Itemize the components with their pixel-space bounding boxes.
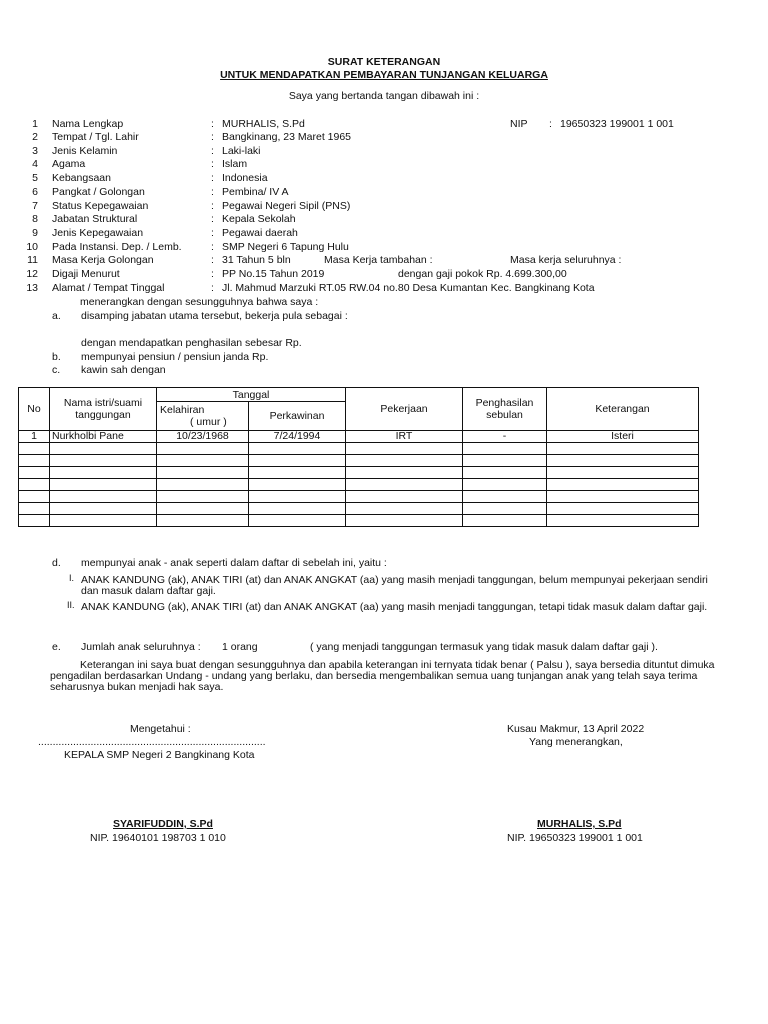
field-label: Pangkat / Golongan [52, 186, 145, 198]
place-date: Kusau Makmur, 13 April 2022 [507, 723, 645, 735]
field-label: Jenis Kepegawaian [52, 227, 144, 239]
cell-pekerjaan [346, 479, 463, 491]
document-subtitle: UNTUK MENDAPATKAN PEMBAYARAN TUNJANGAN KELUARGA [220, 69, 548, 81]
cell-kelahiran [157, 503, 249, 515]
field-label: Status Kepegawaian [52, 200, 149, 212]
statement-lead: menerangkan dengan sesungguhnya bahwa saya : [80, 296, 319, 308]
cell-perkawinan [249, 479, 346, 491]
cell-name [50, 479, 157, 491]
cell-keterangan [547, 455, 699, 467]
masa-kerja-seluruhnya: Masa kerja seluruhnya : [510, 254, 622, 266]
th-no: No [19, 388, 50, 431]
field-number: 10 [26, 241, 38, 253]
cell-perkawinan: 7/24/1994 [249, 431, 346, 443]
cell-keterangan [547, 443, 699, 455]
row11-extras [0, 254, 768, 268]
cell-no: 1 [19, 431, 50, 443]
cell-no [19, 515, 50, 527]
field-number: 1 [32, 118, 38, 130]
cell-kelahiran [157, 443, 249, 455]
th-tanggal: Tanggal [157, 388, 346, 402]
field-label: Agama [52, 158, 86, 170]
field-colon: : [211, 131, 214, 143]
table-row [19, 503, 699, 515]
cell-name [50, 467, 157, 479]
nip-value: 19650323 199001 1 001 [560, 118, 674, 130]
cell-name [50, 503, 157, 515]
field-value: 31 Tahun 5 bln [222, 254, 291, 266]
nip-line [0, 118, 768, 132]
field-label: Nama Lengkap [52, 118, 124, 130]
field-label: Kebangsaan [52, 172, 111, 184]
item-e-note: ( yang menjadi tanggungan termasuk yang tidak masuk dalam daftar gaji ). [310, 641, 658, 653]
declarant-role: Yang menerangkan, [529, 736, 623, 748]
field-colon: : [211, 186, 214, 198]
cell-name [50, 515, 157, 527]
gaji-pokok: dengan gaji pokok Rp. 4.699.300,00 [398, 268, 567, 280]
field-row [0, 241, 768, 255]
cell-penghasilan [463, 491, 547, 503]
cell-pekerjaan [346, 491, 463, 503]
th-keterangan: Keterangan [547, 388, 699, 431]
cell-perkawinan [249, 491, 346, 503]
item-ii-marker: II. [67, 600, 75, 610]
row12-extras [0, 268, 768, 282]
item-b-marker: b. [52, 351, 61, 363]
cell-name [50, 443, 157, 455]
field-row [0, 186, 768, 200]
cell-kelahiran [157, 467, 249, 479]
field-number: 9 [32, 227, 38, 239]
declarant-nip: NIP. 19650323 199001 1 001 [507, 832, 643, 844]
field-number: 11 [27, 254, 38, 266]
field-value: Jl. Mahmud Marzuki RT.05 RW.04 no.80 Desa Kumantan Kec. Bangkinang Kota [222, 282, 595, 294]
cell-keterangan [547, 479, 699, 491]
cell-name [50, 491, 157, 503]
cell-no [19, 455, 50, 467]
field-label: Masa Kerja Golongan [52, 254, 154, 266]
document-title: SURAT KETERANGAN [327, 56, 441, 68]
cell-pekerjaan [346, 515, 463, 527]
cell-kelahiran [157, 491, 249, 503]
field-row [0, 172, 768, 186]
field-colon: : [211, 268, 214, 280]
table-row [19, 431, 699, 443]
item-e-label: Jumlah anak seluruhnya : [81, 641, 201, 653]
field-value: MURHALIS, S.Pd [222, 118, 305, 130]
cell-kelahiran [157, 455, 249, 467]
field-row [0, 200, 768, 214]
th-penghasilan: Penghasilan sebulan [463, 388, 547, 431]
th-pekerjaan: Pekerjaan [346, 388, 463, 431]
field-colon: : [211, 213, 214, 225]
item-a-income: dengan mendapatkan penghasilan sebesar Rp. [81, 337, 302, 349]
field-colon: : [211, 282, 214, 294]
cell-kelahiran [157, 515, 249, 527]
cell-no [19, 479, 50, 491]
cell-name: Nurkholbi Pane [50, 431, 157, 443]
field-number: 3 [32, 145, 38, 157]
cell-keterangan: Isteri [547, 431, 699, 443]
field-row [0, 227, 768, 241]
cell-no [19, 503, 50, 515]
field-colon: : [211, 200, 214, 212]
table-row [19, 467, 699, 479]
cell-pekerjaan [346, 467, 463, 479]
field-label: Jabatan Struktural [52, 213, 138, 225]
headmaster-position: KEPALA SMP Negeri 2 Bangkinang Kota [64, 749, 255, 761]
field-row [0, 145, 768, 159]
table-row [19, 443, 699, 455]
cell-no [19, 467, 50, 479]
cell-no [19, 443, 50, 455]
field-number: 6 [32, 186, 38, 198]
field-number: 8 [32, 213, 38, 225]
field-label: Jenis Kelamin [52, 145, 118, 157]
item-e-marker: e. [52, 641, 61, 653]
field-value: Islam [222, 158, 248, 170]
field-value: Pembina/ IV A [222, 186, 289, 198]
field-value: Pegawai daerah [222, 227, 298, 239]
cell-pekerjaan [346, 443, 463, 455]
field-colon: : [211, 241, 214, 253]
field-number: 5 [32, 172, 38, 184]
field-value: SMP Negeri 6 Tapung Hulu [222, 241, 349, 253]
cell-penghasilan [463, 443, 547, 455]
item-d-marker: d. [52, 557, 61, 569]
field-number: 7 [32, 200, 38, 212]
field-colon: : [211, 172, 214, 184]
cell-penghasilan [463, 479, 547, 491]
field-label: Digaji Menurut [52, 268, 120, 280]
field-value: PP No.15 Tahun 2019 [222, 268, 325, 280]
masa-kerja-tambahan: Masa Kerja tambahan : [324, 254, 433, 266]
cell-pekerjaan: IRT [346, 431, 463, 443]
field-colon: : [211, 254, 214, 266]
field-colon: : [211, 158, 214, 170]
mengetahui-label: Mengetahui : [130, 723, 191, 735]
spouse-table [18, 387, 699, 527]
signature-dots: .............................................................................. [38, 736, 266, 748]
table-row [19, 515, 699, 527]
field-label: Tempat / Tgl. Lahir [52, 131, 139, 143]
field-label: Alamat / Tempat Tinggal [52, 282, 165, 294]
spouse-table-body [19, 431, 699, 527]
item-a-marker: a. [52, 310, 61, 322]
item-c-text: kawin sah dengan [81, 364, 166, 376]
cell-perkawinan [249, 455, 346, 467]
field-number: 12 [26, 268, 38, 280]
th-perkawinan: Perkawinan [249, 402, 346, 431]
item-a-text: disamping jabatan utama tersebut, bekerja pula sebagai : [81, 310, 348, 322]
item-d-text: mempunyai anak - anak seperti dalam daftar di sebelah ini, yaitu : [81, 557, 387, 569]
th-name: Nama istri/suami tanggungan [50, 388, 157, 431]
field-value: Indonesia [222, 172, 268, 184]
table-row [19, 455, 699, 467]
field-colon: : [211, 227, 214, 239]
field-number: 2 [32, 131, 38, 143]
cell-penghasilan [463, 467, 547, 479]
cell-penghasilan [463, 503, 547, 515]
item-ii-text: ANAK KANDUNG (ak), ANAK TIRI (at) dan ANAK ANGKAT (aa) yang masih menjadi tanggungan, tetapi tidak masuk dalam daftar gaji. [81, 601, 708, 613]
field-number: 4 [32, 158, 38, 170]
item-e-count: 1 orang [222, 641, 258, 653]
headmaster-name: SYARIFUDDIN, S.Pd [113, 818, 213, 830]
field-colon: : [211, 145, 214, 157]
cell-pekerjaan [346, 455, 463, 467]
cell-penghasilan [463, 515, 547, 527]
intro-text: Saya yang bertanda tangan dibawah ini : [288, 90, 480, 102]
cell-name [50, 455, 157, 467]
field-row [0, 213, 768, 227]
cell-perkawinan [249, 515, 346, 527]
th-kelahiran [157, 402, 249, 431]
cell-penghasilan: - [463, 431, 547, 443]
field-value: Kepala Sekolah [222, 213, 296, 225]
nip-colon: : [549, 118, 552, 130]
field-value: Bangkinang, 23 Maret 1965 [222, 131, 352, 143]
nip-label: NIP [510, 118, 528, 130]
cell-keterangan [547, 491, 699, 503]
cell-perkawinan [249, 443, 346, 455]
cell-keterangan [547, 515, 699, 527]
field-label: Pada Instansi. Dep. / Lemb. [52, 241, 182, 253]
cell-keterangan [547, 503, 699, 515]
table-row [19, 479, 699, 491]
cell-perkawinan [249, 503, 346, 515]
th-umur-label: ( umur ) [190, 416, 227, 428]
field-value: Laki-laki [222, 145, 261, 157]
field-row [0, 131, 768, 145]
field-row [0, 282, 768, 296]
field-number: 13 [26, 282, 38, 294]
item-b-text: mempunyai pensiun / pensiun janda Rp. [81, 351, 269, 363]
declarant-name: MURHALIS, S.Pd [537, 818, 622, 830]
cell-penghasilan [463, 455, 547, 467]
closing-statement: Keterangan ini saya buat dengan sesungguhnya dan apabila keterangan ini ternyata tidak benar ( Palsu ), saya bersedia dituntut dimuka pengadilan berdasarkan Undang - undang yang berlaku, dan bersedia mengembalikan semua uang tunjangan anak yang telah saya terima seharusnya bukan menjadi hak saya. [50, 659, 715, 693]
field-colon: : [211, 118, 214, 130]
th-kelahiran-label: Kelahiran [160, 404, 205, 416]
item-i-text: ANAK KANDUNG (ak), ANAK TIRI (at) dan ANAK ANGKAT (aa) yang masih menjadi tanggungan, belum mempunyai pekerjaan sendiri dan masuk dalam daftar gaji. [81, 574, 708, 597]
cell-pekerjaan [346, 503, 463, 515]
field-value: Pegawai Negeri Sipil (PNS) [222, 200, 351, 212]
cell-keterangan [547, 467, 699, 479]
cell-kelahiran [157, 479, 249, 491]
table-row [19, 491, 699, 503]
cell-perkawinan [249, 467, 346, 479]
cell-no [19, 491, 50, 503]
item-c-marker: c. [52, 364, 61, 376]
field-row [0, 158, 768, 172]
cell-kelahiran: 10/23/1968 [157, 431, 249, 443]
item-i-marker: I. [69, 573, 75, 583]
headmaster-nip: NIP. 19640101 198703 1 010 [90, 832, 226, 844]
